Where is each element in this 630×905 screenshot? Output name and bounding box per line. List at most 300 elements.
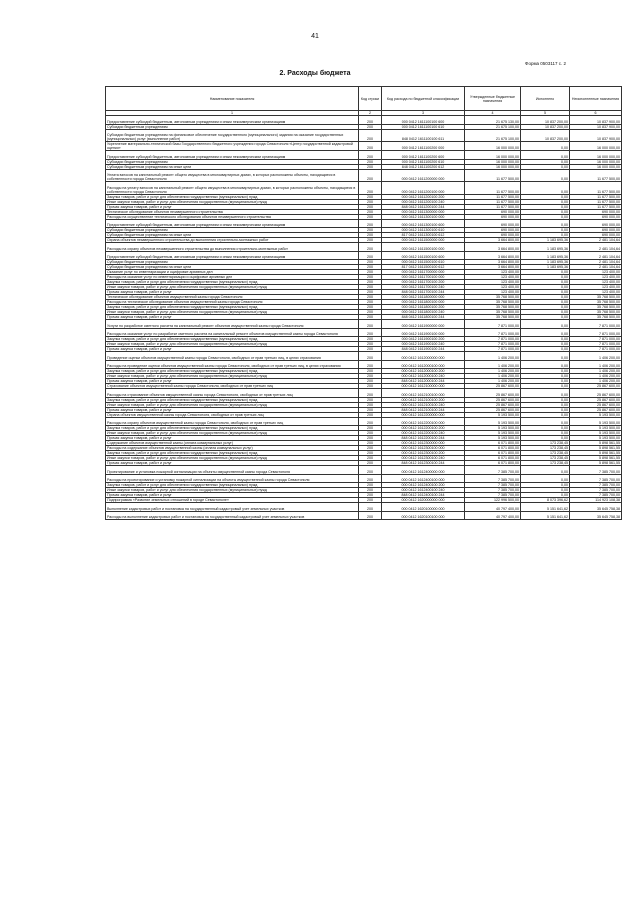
row-executed: 0,00 xyxy=(521,488,570,493)
row-unexecuted: 16 000 000,00 xyxy=(570,142,622,151)
row-budget-code: 000 0412 1620000000 000 xyxy=(382,498,465,503)
row-approved: 25 867 600,00 xyxy=(465,402,521,407)
row-line-code: 200 xyxy=(359,209,382,214)
row-executed: 0,00 xyxy=(521,347,570,352)
row-name: Иные закупки товаров, работ и услуг для обеспечения государственных (муниципальных) нужд xyxy=(106,402,359,407)
row-executed: 0,00 xyxy=(521,182,570,195)
row-approved: 122 996 500,00 xyxy=(465,498,521,503)
row-budget-code: 000 0412 1612000100 240 xyxy=(382,374,465,379)
row-unexecuted: 123 400,00 xyxy=(570,270,622,275)
row-approved: 16 000 000,00 xyxy=(465,164,521,169)
row-executed: 0,00 xyxy=(521,320,570,329)
row-executed: 0,00 xyxy=(521,436,570,441)
row-line-code: 200 xyxy=(359,417,382,426)
table-body xyxy=(106,116,622,520)
row-executed: 0,00 xyxy=(521,397,570,402)
row-approved: 11 677 500,00 xyxy=(465,204,521,209)
row-name: Закупка товаров, работ и услуг для обеспечения государственных (муниципальных) нужд xyxy=(106,483,359,488)
row-approved: 690 000,00 xyxy=(465,209,521,214)
row-name: Охрана объектов имущественной казны города Севастополя, свободных от прав третьих лиц xyxy=(106,412,359,417)
row-budget-code: 817 0412 1611300100 612 xyxy=(382,233,465,238)
row-budget-code: 000 0412 1620100000 000 xyxy=(382,503,465,512)
row-budget-code: 000 0412 1612300100 200 xyxy=(382,451,465,456)
row-budget-code: 848 0412 1612000100 244 xyxy=(382,379,465,384)
row-unexecuted: 5 898 561,55 xyxy=(570,451,622,456)
row-name: Прочая закупка товаров, работ и услуг xyxy=(106,290,359,295)
table-row xyxy=(106,503,622,512)
row-budget-code: 000 0412 1611100100 610 xyxy=(382,124,465,129)
row-approved: 7 385 700,00 xyxy=(465,474,521,483)
row-budget-code: 000 0412 1611700100 200 xyxy=(382,280,465,285)
row-unexecuted: 1 406 200,00 xyxy=(570,352,622,361)
row-line-code: 200 xyxy=(359,142,382,151)
table-row xyxy=(106,219,622,228)
row-name: Субсидии бюджетным учреждениям на финансовое обеспечение государственного (муниципального) задания на оказание государственных (муниципальных) услуг (выполнение работ) xyxy=(106,129,359,142)
row-name: Расходы на проведение оценки объектов имущественной казны города Севастополя, свободных от прав третьих лиц, в целях страхования xyxy=(106,360,359,369)
row-approved: 5 193 500,00 xyxy=(465,436,521,441)
row-approved: 3 664 800,00 xyxy=(465,243,521,252)
row-name: Охрана объектов незавершенного строительства до выполнения строительно-монтажных работ xyxy=(106,238,359,243)
row-budget-code: 000 0412 1611100100 600 xyxy=(382,116,465,125)
row-executed: 0,00 xyxy=(521,352,570,361)
row-name: Прочая закупка товаров, работ и услуг xyxy=(106,315,359,320)
row-unexecuted: 7 871 000,00 xyxy=(570,347,622,352)
table-row xyxy=(106,129,622,142)
row-unexecuted: 11 677 500,00 xyxy=(570,199,622,204)
row-executed: 0,00 xyxy=(521,342,570,347)
row-line-code: 200 xyxy=(359,169,382,182)
row-executed: 0,00 xyxy=(521,379,570,384)
row-budget-code: 848 0412 1612100100 244 xyxy=(382,407,465,412)
row-name: Укрепление материально-технической базы Государственного бюджетного учреждения города Севастополя «Центр государственной кадастровой оценки» xyxy=(106,142,359,151)
row-executed: 0,00 xyxy=(521,219,570,228)
row-budget-code: 848 0412 1611200100 244 xyxy=(382,204,465,209)
table-row xyxy=(106,320,622,329)
row-approved: 21 675 100,00 xyxy=(465,129,521,142)
table-row xyxy=(106,352,622,361)
row-approved: 7 385 700,00 xyxy=(465,466,521,475)
row-unexecuted: 35 645 758,38 xyxy=(570,503,622,512)
row-budget-code: 000 0412 1612400100 240 xyxy=(382,488,465,493)
header-executed: Исполнено xyxy=(521,87,570,111)
row-executed: 0,00 xyxy=(521,169,570,182)
row-line-code: 200 xyxy=(359,251,382,260)
row-line-code: 200 xyxy=(359,315,382,320)
row-approved: 123 400,00 xyxy=(465,290,521,295)
row-budget-code: 000 0412 1612100100 000 xyxy=(382,389,465,398)
row-name: Иные закупки товаров, работ и услуг для обеспечения государственных (муниципальных) нужд xyxy=(106,374,359,379)
table-row xyxy=(106,251,622,260)
row-executed: 0,00 xyxy=(521,142,570,151)
row-budget-code: 000 0412 1612200100 240 xyxy=(382,431,465,436)
row-budget-code: 000 0412 1611100200 000 xyxy=(382,142,465,151)
row-name: Содержание объектов имущественной казны (оплата коммунальных услуг) xyxy=(106,441,359,446)
row-line-code: 200 xyxy=(359,204,382,209)
row-line-code: 200 xyxy=(359,159,382,164)
row-budget-code: 000 0412 1612200100 200 xyxy=(382,426,465,431)
row-approved: 25 867 600,00 xyxy=(465,407,521,412)
row-name: Иные закупки товаров, работ и услуг для обеспечения государственных (муниципальных) нужд xyxy=(106,488,359,493)
row-line-code: 200 xyxy=(359,164,382,169)
row-unexecuted: 690 000,00 xyxy=(570,233,622,238)
row-line-code: 200 xyxy=(359,426,382,431)
row-unexecuted: 5 193 500,00 xyxy=(570,417,622,426)
row-name: Субсидии бюджетным учреждениям на иные цели xyxy=(106,233,359,238)
row-budget-code: 848 0412 1612400100 244 xyxy=(382,493,465,498)
row-name: Иные закупки товаров, работ и услуг для обеспечения государственных (муниципальных) нужд xyxy=(106,310,359,315)
row-budget-code: 000 0412 1611200100 240 xyxy=(382,199,465,204)
row-approved: 1 406 200,00 xyxy=(465,352,521,361)
row-unexecuted: 5 193 500,00 xyxy=(570,436,622,441)
row-approved: 5 193 500,00 xyxy=(465,412,521,417)
row-executed: 1 183 695,36 xyxy=(521,243,570,252)
row-budget-code: 000 0412 1611900100 000 xyxy=(382,328,465,337)
row-unexecuted: 16 000 000,00 xyxy=(570,164,622,169)
table-row xyxy=(106,169,622,182)
row-line-code: 200 xyxy=(359,466,382,475)
row-unexecuted: 114 923 108,38 xyxy=(570,498,622,503)
row-executed: 173 238,45 xyxy=(521,451,570,456)
row-approved: 35 768 500,00 xyxy=(465,310,521,315)
row-budget-code: 000 0412 1611300000 000 xyxy=(382,209,465,214)
row-name: Техническое обследование объектов имущественной казны города Севастополя xyxy=(106,295,359,300)
row-name: Иные закупки товаров, работ и услуг для обеспечения государственных (муниципальных) нужд xyxy=(106,342,359,347)
row-unexecuted: 25 867 600,00 xyxy=(570,384,622,389)
row-executed: 0,00 xyxy=(521,305,570,310)
row-line-code: 200 xyxy=(359,360,382,369)
row-name: Субсидии бюджетным учреждениям xyxy=(106,260,359,265)
row-executed: 0,00 xyxy=(521,280,570,285)
row-line-code: 200 xyxy=(359,290,382,295)
row-budget-code: 000 0412 1611700100 000 xyxy=(382,275,465,280)
row-approved: 25 867 600,00 xyxy=(465,384,521,389)
row-line-code: 200 xyxy=(359,194,382,199)
row-executed: 0,00 xyxy=(521,285,570,290)
row-approved: 3 664 800,00 xyxy=(465,260,521,265)
row-budget-code: 848 0412 1611700100 244 xyxy=(382,290,465,295)
row-line-code: 200 xyxy=(359,295,382,300)
row-unexecuted: 25 867 600,00 xyxy=(570,397,622,402)
row-name: Прочая закупка товаров, работ и услуг xyxy=(106,204,359,209)
row-executed: 0,00 xyxy=(521,389,570,398)
header-budget-code: Код расхода по бюджетной классификации xyxy=(382,87,465,111)
row-unexecuted: 5 193 500,00 xyxy=(570,426,622,431)
row-unexecuted: 1 406 200,00 xyxy=(570,379,622,384)
row-unexecuted: 5 898 561,55 xyxy=(570,456,622,461)
row-line-code: 200 xyxy=(359,431,382,436)
row-unexecuted: 2 481 104,64 xyxy=(570,251,622,260)
row-budget-code: 000 0412 1611100200 610 xyxy=(382,159,465,164)
row-line-code: 200 xyxy=(359,441,382,446)
row-budget-code: 848 0412 1612300100 244 xyxy=(382,461,465,466)
row-unexecuted: 25 867 600,00 xyxy=(570,402,622,407)
row-budget-code: 848 0412 1611900100 244 xyxy=(382,347,465,352)
row-name: Прочая закупка товаров, работ и услуг xyxy=(106,379,359,384)
row-budget-code: 000 0412 1611900100 240 xyxy=(382,342,465,347)
row-name: Предоставление субсидий бюджетным, автономным учреждениям и иным некоммерческим организациям xyxy=(106,251,359,260)
row-line-code: 200 xyxy=(359,124,382,129)
row-approved: 123 400,00 xyxy=(465,280,521,285)
row-unexecuted: 7 385 700,00 xyxy=(570,466,622,475)
row-executed: 10 837 200,00 xyxy=(521,124,570,129)
row-executed: 0,00 xyxy=(521,275,570,280)
row-approved: 690 000,00 xyxy=(465,214,521,219)
row-line-code: 200 xyxy=(359,275,382,280)
row-line-code: 200 xyxy=(359,374,382,379)
row-line-code: 200 xyxy=(359,337,382,342)
page-number: 41 xyxy=(311,33,319,40)
row-name: Расходы на выполнение кадастровых работ и постановка на государственный кадастровый учет земельных участков xyxy=(106,511,359,520)
row-budget-code: 848 0412 1612200100 244 xyxy=(382,436,465,441)
form-label: Форма 0503117 с. 2 xyxy=(525,61,566,66)
row-approved: 11 677 500,00 xyxy=(465,169,521,182)
row-unexecuted: 2 481 104,64 xyxy=(570,243,622,252)
row-line-code: 200 xyxy=(359,503,382,512)
row-unexecuted: 11 677 500,00 xyxy=(570,169,622,182)
row-budget-code: 000 0412 1612400100 200 xyxy=(382,483,465,488)
row-name: Выполнение кадастровых работ и постановка на государственный кадастровый учет земельных участков xyxy=(106,503,359,512)
row-name: Закупка товаров, работ и услуг для обеспечения государственных (муниципальных) нужд xyxy=(106,194,359,199)
table-row xyxy=(106,142,622,151)
row-executed: 10 837 200,00 xyxy=(521,129,570,142)
row-name: Иные закупки товаров, работ и услуг для обеспечения государственных (муниципальных) нужд xyxy=(106,285,359,290)
table-row xyxy=(106,360,622,369)
row-name: Закупка товаров, работ и услуг для обеспечения государственных (муниципальных) нужд xyxy=(106,280,359,285)
row-approved: 35 768 500,00 xyxy=(465,295,521,300)
row-budget-code: 000 0412 1611200100 000 xyxy=(382,182,465,195)
row-executed: 0,00 xyxy=(521,310,570,315)
row-budget-code: 000 0412 1611500100 000 xyxy=(382,243,465,252)
row-name: Субсидии бюджетным учреждениям xyxy=(106,159,359,164)
row-unexecuted: 35 768 500,00 xyxy=(570,295,622,300)
row-line-code: 200 xyxy=(359,379,382,384)
row-executed: 0,00 xyxy=(521,270,570,275)
row-unexecuted: 5 898 561,55 xyxy=(570,461,622,466)
table-row xyxy=(106,474,622,483)
row-name: Расходы на оказание услуг по разработке сметного расчета на капитальный ремонт объектов имущественной казны города Севастополя xyxy=(106,328,359,337)
row-line-code: 200 xyxy=(359,461,382,466)
row-line-code: 200 xyxy=(359,285,382,290)
row-executed: 5 151 641,62 xyxy=(521,511,570,520)
row-unexecuted: 10 837 900,00 xyxy=(570,116,622,125)
row-executed: 0,00 xyxy=(521,384,570,389)
row-name: Расходы на проектирование и установку пожарной сигнализации на объекты имущественной казны города Севастополя xyxy=(106,474,359,483)
row-name: Субсидии бюджетным учреждениям xyxy=(106,228,359,233)
row-line-code: 200 xyxy=(359,451,382,456)
row-name: Иные закупки товаров, работ и услуг для обеспечения государственных (муниципальных) нужд xyxy=(106,199,359,204)
row-line-code: 200 xyxy=(359,182,382,195)
row-budget-code: 000 0412 1612300000 000 xyxy=(382,441,465,446)
row-line-code: 200 xyxy=(359,369,382,374)
row-line-code: 200 xyxy=(359,347,382,352)
row-budget-code: 000 0412 1611100200 600 xyxy=(382,151,465,160)
row-executed: 10 837 200,00 xyxy=(521,116,570,125)
row-line-code: 200 xyxy=(359,384,382,389)
row-approved: 7 871 000,00 xyxy=(465,347,521,352)
row-unexecuted: 123 400,00 xyxy=(570,275,622,280)
header-name: Наименование показателя xyxy=(106,87,359,111)
table-row xyxy=(106,151,622,160)
col-number: 6 xyxy=(570,111,622,116)
col-number: 1 xyxy=(106,111,359,116)
row-line-code: 200 xyxy=(359,474,382,483)
row-budget-code: 000 0412 1611800100 240 xyxy=(382,310,465,315)
row-name: Расходы на уплату взносов на капитальный ремонт общего имущества в многоквартирных домах, в которых расположены объекты, находящиеся в собственности города Севастополя xyxy=(106,182,359,195)
row-budget-code: 000 0412 1612300100 000 xyxy=(382,446,465,451)
row-line-code: 200 xyxy=(359,320,382,329)
expenses-table xyxy=(105,86,622,520)
row-approved: 16 000 000,00 xyxy=(465,159,521,164)
row-approved: 6 071 800,00 xyxy=(465,461,521,466)
row-name: Закупка товаров, работ и услуг для обеспечения государственных (муниципальных) нужд xyxy=(106,397,359,402)
row-executed: 1 183 695,36 xyxy=(521,265,570,270)
row-unexecuted: 10 837 900,00 xyxy=(570,129,622,142)
row-unexecuted: 690 000,00 xyxy=(570,219,622,228)
row-approved: 21 675 100,00 xyxy=(465,124,521,129)
row-name: Услуги по разработке сметного расчета на капитальный ремонт объектов имущественной казны города Севастополя xyxy=(106,320,359,329)
row-unexecuted: 7 871 000,00 xyxy=(570,337,622,342)
row-line-code: 200 xyxy=(359,233,382,238)
row-executed: 0,00 xyxy=(521,194,570,199)
row-executed: 1 183 695,36 xyxy=(521,251,570,260)
row-line-code: 200 xyxy=(359,488,382,493)
row-name: Прочая закупка товаров, работ и услуг xyxy=(106,407,359,412)
row-line-code: 200 xyxy=(359,265,382,270)
table-row xyxy=(106,243,622,252)
row-name: Субсидии бюджетным учреждениям на иные цели xyxy=(106,164,359,169)
row-approved: 1 406 200,00 xyxy=(465,360,521,369)
row-unexecuted: 2 481 104,64 xyxy=(570,260,622,265)
row-line-code: 200 xyxy=(359,493,382,498)
row-line-code: 200 xyxy=(359,352,382,361)
row-line-code: 200 xyxy=(359,412,382,417)
row-line-code: 200 xyxy=(359,456,382,461)
row-unexecuted: 11 677 500,00 xyxy=(570,182,622,195)
row-executed: 0,00 xyxy=(521,407,570,412)
row-line-code: 200 xyxy=(359,446,382,451)
row-approved: 690 000,00 xyxy=(465,233,521,238)
row-name: Субсидии бюджетным учреждениям на иные цели xyxy=(106,265,359,270)
row-executed: 0,00 xyxy=(521,214,570,219)
row-executed: 0,00 xyxy=(521,164,570,169)
row-name: Субсидии бюджетным учреждениям xyxy=(106,124,359,129)
row-unexecuted: 1 406 200,00 xyxy=(570,360,622,369)
row-line-code: 200 xyxy=(359,305,382,310)
row-name: Техническое обследование объектов незавершенного строительства xyxy=(106,209,359,214)
row-executed: 0,00 xyxy=(521,233,570,238)
row-name: Расходы на охрану объектов незавершенного строительства до выполнения строительно-монтажных работ xyxy=(106,243,359,252)
row-line-code: 200 xyxy=(359,228,382,233)
row-budget-code: 848 0412 1611800100 244 xyxy=(382,315,465,320)
row-approved: 6 071 800,00 xyxy=(465,446,521,451)
row-executed: 1 183 695,36 xyxy=(521,238,570,243)
row-name: Расходы на техническое обследование объектов имущественной казны города Севастополя xyxy=(106,300,359,305)
col-number: 3 xyxy=(382,111,465,116)
row-approved: 5 193 500,00 xyxy=(465,431,521,436)
row-approved: 40 797 400,00 xyxy=(465,511,521,520)
row-unexecuted: 690 000,00 xyxy=(570,228,622,233)
row-approved: 690 000,00 xyxy=(465,219,521,228)
row-budget-code: 000 0412 1611800100 200 xyxy=(382,305,465,310)
row-name: Предоставление субсидий бюджетным, автономным учреждениям и иным некоммерческим организациям xyxy=(106,219,359,228)
row-executed: 0,00 xyxy=(521,337,570,342)
row-line-code: 200 xyxy=(359,151,382,160)
row-name: Проектирование и установка пожарной сигнализации на объекты имущественной казны города Севастополя xyxy=(106,466,359,475)
row-line-code: 200 xyxy=(359,407,382,412)
row-approved: 11 677 500,00 xyxy=(465,199,521,204)
row-unexecuted: 7 871 000,00 xyxy=(570,320,622,329)
row-approved: 35 768 500,00 xyxy=(465,305,521,310)
row-unexecuted: 123 400,00 xyxy=(570,280,622,285)
row-approved: 25 867 600,00 xyxy=(465,389,521,398)
row-line-code: 200 xyxy=(359,238,382,243)
row-unexecuted: 25 867 600,00 xyxy=(570,407,622,412)
row-executed: 8 073 396,62 xyxy=(521,498,570,503)
col-number: 5 xyxy=(521,111,570,116)
row-line-code: 200 xyxy=(359,436,382,441)
row-approved: 6 071 800,00 xyxy=(465,456,521,461)
row-executed: 0,00 xyxy=(521,426,570,431)
row-unexecuted: 16 000 000,00 xyxy=(570,159,622,164)
row-line-code: 200 xyxy=(359,300,382,305)
row-unexecuted: 35 768 500,00 xyxy=(570,315,622,320)
row-unexecuted: 1 406 200,00 xyxy=(570,369,622,374)
row-budget-code: 000 0412 1611300100 000 xyxy=(382,214,465,219)
row-unexecuted: 123 400,00 xyxy=(570,290,622,295)
row-line-code: 200 xyxy=(359,328,382,337)
row-approved: 1 406 200,00 xyxy=(465,369,521,374)
row-name: Закупка товаров, работ и услуг для обеспечения государственных (муниципальных) нужд xyxy=(106,426,359,431)
row-unexecuted: 11 677 500,00 xyxy=(570,194,622,199)
row-executed: 173 238,45 xyxy=(521,461,570,466)
row-name: Закупка товаров, работ и услуг для обеспечения государственных (муниципальных) нужд xyxy=(106,337,359,342)
row-line-code: 200 xyxy=(359,402,382,407)
row-executed: 0,00 xyxy=(521,431,570,436)
row-budget-code: 848 0412 1611100200 612 xyxy=(382,164,465,169)
row-approved: 21 675 130,00 xyxy=(465,116,521,125)
row-approved: 7 871 000,00 xyxy=(465,328,521,337)
row-name: Предоставление субсидий бюджетным, автономным учреждениям и иным некоммерческим организациям xyxy=(106,116,359,125)
row-executed: 0,00 xyxy=(521,412,570,417)
row-executed: 0,00 xyxy=(521,483,570,488)
row-approved: 3 664 800,00 xyxy=(465,251,521,260)
row-name: Прочая закупка товаров, работ и услуг xyxy=(106,493,359,498)
row-executed: 0,00 xyxy=(521,328,570,337)
row-line-code: 200 xyxy=(359,280,382,285)
row-name: Прочая закупка товаров, работ и услуг xyxy=(106,347,359,352)
section-title: 2. Расходы бюджета xyxy=(279,70,351,77)
row-name: Страхование объектов имущественной казны города Севастополя, свободных от прав третьих лиц xyxy=(106,384,359,389)
row-budget-code: 000 0412 1611800100 000 xyxy=(382,300,465,305)
row-executed: 1 183 695,36 xyxy=(521,260,570,265)
table-row xyxy=(106,511,622,520)
row-executed: 0,00 xyxy=(521,493,570,498)
row-executed: 0,00 xyxy=(521,360,570,369)
row-line-code: 200 xyxy=(359,397,382,402)
row-name: Расходы на страхование объектов имущественной казны города Севастополя, свободных от прав третьих лиц xyxy=(106,389,359,398)
row-line-code: 200 xyxy=(359,219,382,228)
row-unexecuted: 10 837 900,00 xyxy=(570,124,622,129)
row-approved: 11 677 500,00 xyxy=(465,182,521,195)
row-budget-code: 000 0412 1611800000 000 xyxy=(382,295,465,300)
row-executed: 0,00 xyxy=(521,402,570,407)
row-name: Расходы на содержание объектов имущественной казны (оплата коммунальных услуг) xyxy=(106,446,359,451)
table-header-row xyxy=(106,87,622,111)
table-row xyxy=(106,328,622,337)
row-line-code: 200 xyxy=(359,243,382,252)
row-name: Иные закупки товаров, работ и услуг для обеспечения государственных (муниципальных) нужд xyxy=(106,431,359,436)
row-approved: 5 193 500,00 xyxy=(465,417,521,426)
